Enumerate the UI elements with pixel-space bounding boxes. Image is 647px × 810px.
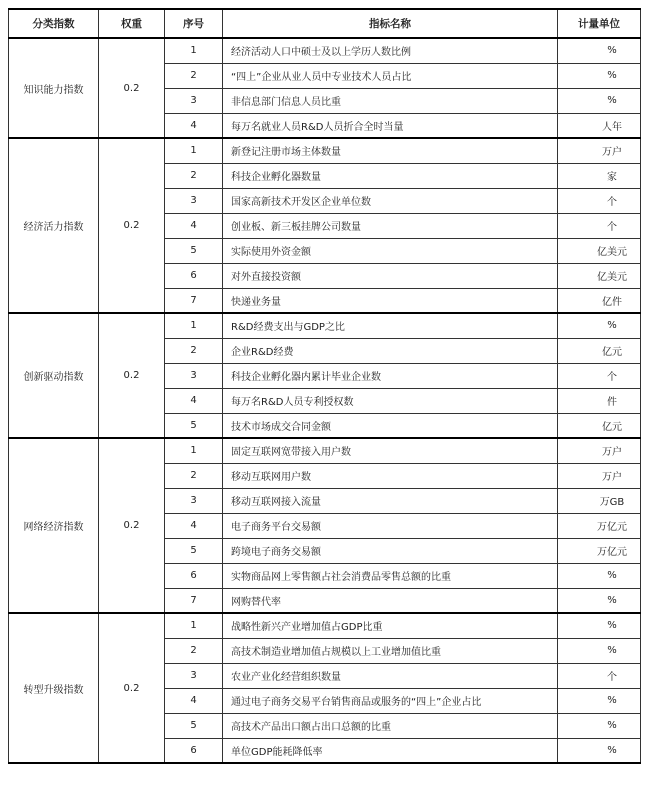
unit-cell: 个: [558, 363, 641, 388]
index-number-cell: 4: [165, 513, 223, 538]
index-number-cell: 7: [165, 288, 223, 313]
index-number-cell: 1: [165, 313, 223, 338]
unit-cell: %: [558, 313, 641, 338]
indicator-name-cell: 高技术产品出口额占出口总额的比重: [223, 713, 558, 738]
indicator-name-cell: 战略性新兴产业增加值占GDP比重: [223, 613, 558, 638]
index-number-cell: 2: [165, 463, 223, 488]
index-number-cell: 5: [165, 238, 223, 263]
category-cell: 转型升级指数: [9, 613, 99, 763]
unit-cell: %: [558, 63, 641, 88]
indicator-name-cell: 跨境电子商务交易额: [223, 538, 558, 563]
indicator-name-cell: “四上”企业从业人员中专业技术人员占比: [223, 63, 558, 88]
indicator-name-cell: 固定互联网宽带接入用户数: [223, 438, 558, 463]
indicator-name-cell: 创业板、新三板挂牌公司数量: [223, 213, 558, 238]
indicator-name-cell: 通过电子商务交易平台销售商品或服务的“四上”企业占比: [223, 688, 558, 713]
indicator-name-cell: 科技企业孵化器数量: [223, 163, 558, 188]
unit-cell: 亿美元: [558, 238, 641, 263]
index-number-cell: 4: [165, 113, 223, 138]
unit-cell: 万户: [558, 463, 641, 488]
index-number-cell: 3: [165, 663, 223, 688]
unit-cell: %: [558, 563, 641, 588]
category-cell: 知识能力指数: [9, 38, 99, 138]
index-number-cell: 1: [165, 438, 223, 463]
indicator-name-cell: 快递业务量: [223, 288, 558, 313]
indicator-name-cell: 国家高新技术开发区企业单位数: [223, 188, 558, 213]
indicator-name-cell: 企业R&D经费: [223, 338, 558, 363]
unit-cell: %: [558, 88, 641, 113]
index-number-cell: 2: [165, 338, 223, 363]
table-row: [9, 313, 641, 338]
index-number-cell: 2: [165, 638, 223, 663]
indicator-name-cell: 实际使用外资金额: [223, 238, 558, 263]
unit-cell: 万亿元: [558, 513, 641, 538]
index-number-cell: 1: [165, 138, 223, 163]
table-header-row: [9, 9, 641, 38]
table-row: [9, 138, 641, 163]
indicator-name-cell: 电子商务平台交易额: [223, 513, 558, 538]
table-row: [9, 613, 641, 638]
index-number-cell: 1: [165, 613, 223, 638]
unit-cell: 件: [558, 388, 641, 413]
indicator-name-cell: 单位GDP能耗降低率: [223, 738, 558, 763]
index-number-cell: 7: [165, 588, 223, 613]
header-weight: 权重: [99, 9, 165, 38]
unit-cell: %: [558, 688, 641, 713]
indicator-name-cell: 移动互联网接入流量: [223, 488, 558, 513]
indicator-name-cell: R&D经费支出与GDP之比: [223, 313, 558, 338]
unit-cell: %: [558, 588, 641, 613]
indicator-name-cell: 对外直接投资额: [223, 263, 558, 288]
unit-cell: 亿元: [558, 338, 641, 363]
indicator-name-cell: 实物商品网上零售额占社会消费品零售总额的比重: [223, 563, 558, 588]
unit-cell: 个: [558, 188, 641, 213]
index-number-cell: 4: [165, 388, 223, 413]
header-category: 分类指数: [9, 9, 99, 38]
unit-cell: 万户: [558, 138, 641, 163]
category-cell: 创新驱动指数: [9, 313, 99, 438]
index-number-cell: 6: [165, 563, 223, 588]
unit-cell: 万GB: [558, 488, 641, 513]
category-cell: 网络经济指数: [9, 438, 99, 613]
unit-cell: %: [558, 38, 641, 63]
indicator-name-cell: 农业产业化经营组织数量: [223, 663, 558, 688]
table-row: [9, 38, 641, 63]
index-number-cell: 3: [165, 363, 223, 388]
unit-cell: 人年: [558, 113, 641, 138]
table-body: [9, 38, 641, 763]
header-unit: 计量单位: [558, 9, 641, 38]
indicator-name-cell: 技术市场成交合同金额: [223, 413, 558, 438]
header-index-no: 序号: [165, 9, 223, 38]
index-number-cell: 5: [165, 413, 223, 438]
indicator-name-cell: 网购替代率: [223, 588, 558, 613]
index-number-cell: 3: [165, 188, 223, 213]
unit-cell: 万亿元: [558, 538, 641, 563]
indicator-name-cell: 每万名就业人员R&D人员折合全时当量: [223, 113, 558, 138]
category-cell: 经济活力指数: [9, 138, 99, 313]
index-number-cell: 4: [165, 688, 223, 713]
indicator-name-cell: 每万名R&D人员专利授权数: [223, 388, 558, 413]
index-number-cell: 6: [165, 263, 223, 288]
index-number-cell: 3: [165, 88, 223, 113]
index-number-cell: 3: [165, 488, 223, 513]
indicator-name-cell: 新登记注册市场主体数量: [223, 138, 558, 163]
unit-cell: %: [558, 613, 641, 638]
weight-cell: 0.2: [99, 313, 165, 438]
unit-cell: %: [558, 713, 641, 738]
unit-cell: 亿件: [558, 288, 641, 313]
table-row: [9, 438, 641, 463]
unit-cell: 家: [558, 163, 641, 188]
index-number-cell: 4: [165, 213, 223, 238]
unit-cell: 亿元: [558, 413, 641, 438]
indicator-name-cell: 经济活动人口中硕士及以上学历人数比例: [223, 38, 558, 63]
index-number-cell: 5: [165, 538, 223, 563]
index-number-cell: 5: [165, 713, 223, 738]
index-number-cell: 2: [165, 63, 223, 88]
indicator-name-cell: 非信息部门信息人员比重: [223, 88, 558, 113]
unit-cell: 亿美元: [558, 263, 641, 288]
unit-cell: %: [558, 738, 641, 763]
index-number-cell: 1: [165, 38, 223, 63]
weight-cell: 0.2: [99, 38, 165, 138]
indicator-name-cell: 移动互联网用户数: [223, 463, 558, 488]
unit-cell: 个: [558, 213, 641, 238]
header-indicator-name: 指标名称: [223, 9, 558, 38]
unit-cell: 个: [558, 663, 641, 688]
weight-cell: 0.2: [99, 613, 165, 763]
weight-cell: 0.2: [99, 438, 165, 613]
index-number-cell: 6: [165, 738, 223, 763]
weight-cell: 0.2: [99, 138, 165, 313]
index-number-cell: 2: [165, 163, 223, 188]
unit-cell: 万户: [558, 438, 641, 463]
indicator-name-cell: 高技术制造业增加值占规模以上工业增加值比重: [223, 638, 558, 663]
indicator-name-cell: 科技企业孵化器内累计毕业企业数: [223, 363, 558, 388]
indicator-table: [8, 8, 641, 764]
unit-cell: %: [558, 638, 641, 663]
